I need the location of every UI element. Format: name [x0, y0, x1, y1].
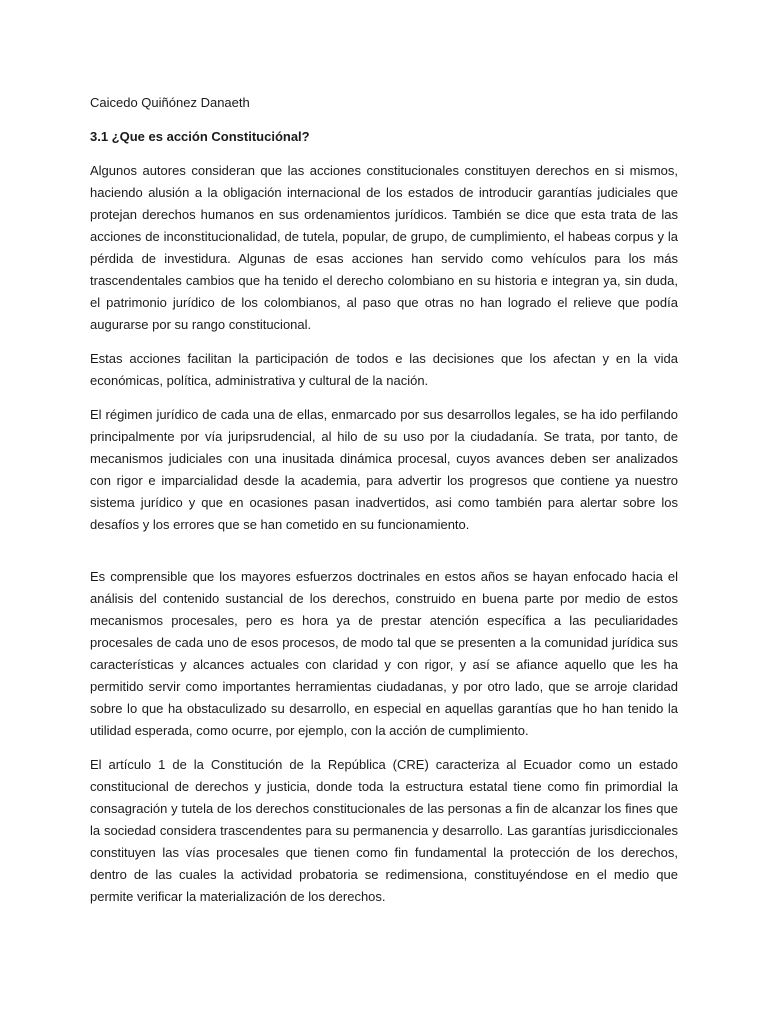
- paragraph-4: Es comprensible que los mayores esfuerzos doctrinales en estos años se hayan enfocado hacia el análisis del contenido sustancial de los derechos, construido en buena parte por medio de estos mecanismos procesales, pero es hora ya de prestar atención específica a las peculiaridades procesales de cada uno de esos procesos, de modo tal que se presenten a la comunidad jurídica sus características y alcances actuales con claridad y con rigor, y así se afiance aquello que les ha permitido servir como importantes herramientas ciudadanas, y por otro lado, que se arroje claridad sobre lo que ha obstaculizado su desarrollo, en especial en aquellas garantías que ho han tenido la utilidad esperada, como ocurre, por ejemplo, con la acción de cumplimiento.: [90, 569, 678, 738]
- paragraph-1: Algunos autores consideran que las acciones constitucionales constituyen derechos en si mismos, haciendo alusión a la obligación internacional de los estados de introducir garantías judiciales que protejan derechos humanos en sus ordenamientos jurídicos. También se dice que esta trata de las acciones de inconstitucionalidad, de tutela, popular, de grupo, de cumplimiento, el habeas corpus y la pérdida de investidura. Algunas de esas acciones han servido como vehículos para los más trascendentales cambios que ha tenido el derecho colombiano en su historia e integran ya, sin duda, el patrimonio jurídico de los colombianos, al paso que otras no han logrado el relieve que podía augurarse por su rango constitucional.: [90, 163, 678, 332]
- paragraph-3: El régimen jurídico de cada una de ellas, enmarcado por sus desarrollos legales, se ha ido perfilando principalmente por vía juripsrudencial, al hilo de su uso por la ciudadanía. Se trata, por tanto, de mecanismos judiciales con una inusitada dinámica procesal, cuyos avances deben ser analizados con rigor e imparcialidad desde la academia, para advertir los progresos que contiene ya nuestro sistema jurídico y que en ocasiones pasan inadvertidos, asi como también para alertar sobre los desafíos y los errores que se han cometido en su funcionamiento.: [90, 407, 678, 532]
- paragraph-5: El artículo 1 de la Constitución de la República (CRE) caracteriza al Ecuador como un estado constitucional de derechos y justicia, donde toda la estructura estatal tiene como fin primordial la consagración y tutela de los derechos constitucionales de las personas a fin de alcanzar los fines que la sociedad considera trascendentes para su permanencia y desarrollo. Las garantías jurisdiccionales constituyen las vías procesales que tienen como fin fundamental la protección de los derechos, dentro de las cuales la actividad probatoria se redimensiona, constituyéndose en el medio que permite verificar la materialización de los derechos.: [90, 757, 678, 904]
- document-page: [90, 92, 678, 920]
- section-heading: 3.1 ¿Que es acción Constituciónal?: [90, 129, 310, 144]
- paragraph-2: Estas acciones facilitan la participación de todos e las decisiones que los afectan y en la vida económicas, política, administrativa y cultural de la nación.: [90, 351, 678, 388]
- author-name: Caicedo Quiñónez Danaeth: [90, 95, 250, 110]
